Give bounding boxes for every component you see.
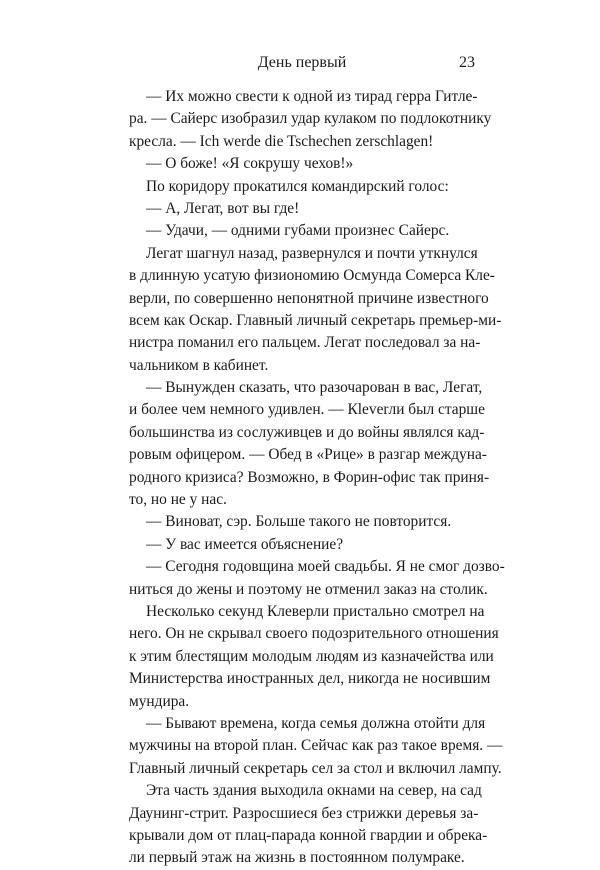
text-line: чальником в кабинет. bbox=[129, 356, 269, 374]
text-line: кресла. — Ich werde die Tschechen zerschlagen! bbox=[129, 132, 434, 150]
text-line: в длинную усатую физиономию Осмунда Сомерса Кле- bbox=[129, 267, 495, 285]
text-line: — А, Легат, вот вы где! bbox=[146, 199, 300, 217]
text-line: Легат шагнул назад, развернулся и почти уткнулся bbox=[146, 244, 478, 262]
page-number: 23 bbox=[459, 54, 475, 71]
text-line: нистра поманил его пальцем. Легат последовал за на- bbox=[129, 334, 481, 352]
text-line: крывали дом от плац-парада конной гвардии и обрека- bbox=[129, 826, 488, 844]
text-line: к этим блестящим молодым людям из казначейства или bbox=[129, 647, 494, 665]
text-line: — Сегодня годовщина моей свадьбы. Я не смог дозво- bbox=[146, 558, 505, 576]
text-line: ли первый этаж на жизнь в постоянном полумраке. bbox=[129, 849, 465, 867]
text-line: всем как Оскар. Главный личный секретарь премьер-ми- bbox=[129, 311, 502, 329]
text-line: родного кризиса? Возможно, в Форин-офис так приня- bbox=[129, 468, 490, 486]
text-line: и более чем немного удивлен. — Кleverли был старше bbox=[129, 401, 485, 419]
text-line: — Их можно свести к одной из тирад герра Гитле- bbox=[146, 88, 478, 105]
text-line: Министерства иностранных дел, никогда не носившим bbox=[129, 670, 491, 688]
text-line: Несколько секунд Клеверли пристально смотрел на bbox=[146, 602, 485, 620]
text-line: ровым офицером. — Обед в «Рице» в разгар междуна- bbox=[129, 446, 487, 464]
text-line: верли, по совершенно непонятной причине известного bbox=[129, 289, 489, 307]
text-line: ниться до жены и поэтому не отменил заказ на столик. bbox=[129, 580, 488, 598]
body-text bbox=[129, 86, 505, 870]
running-head bbox=[129, 52, 475, 74]
text-line: — О боже! «Я сокрушу чехов!» bbox=[146, 155, 354, 173]
text-line: — Виноват, сэр. Больше такого не повторится. bbox=[146, 513, 452, 531]
text-line: Эта часть здания выходила окнами на север, на сад bbox=[146, 782, 482, 800]
text-line: — Бывают времена, когда семья должна отойти для bbox=[146, 714, 486, 732]
text-line: большинства из сослуживцев и до войны являлся кад- bbox=[129, 423, 485, 441]
running-title: День первый bbox=[257, 54, 347, 71]
text-line: По коридору прокатился командирский голос: bbox=[146, 177, 449, 195]
text-line: Даунинг-стрит. Разросшиеся без стрижки деревья за- bbox=[129, 804, 479, 822]
text-line: — Вынужден сказать, что разочарован в вас, Легат, bbox=[146, 379, 483, 397]
text-line: — Удачи, — одними губами произнес Сайерс. bbox=[146, 222, 450, 240]
text-line: него. Он не скрывал своего подозрительного отношения bbox=[129, 625, 499, 643]
text-line: мужчины на второй план. Сейчас как раз такое время. — bbox=[129, 737, 503, 755]
text-line: то, но не у нас. bbox=[129, 491, 227, 509]
text-line: ра. — Сайерс изобразил удар кулаком по подлокотнику bbox=[129, 110, 492, 128]
text-line: — У вас имеется объяснение? bbox=[146, 535, 344, 553]
text-line: Главный личный секретарь сел за стол и включил лампу. bbox=[129, 759, 502, 777]
text-line: мундира. bbox=[129, 692, 190, 710]
